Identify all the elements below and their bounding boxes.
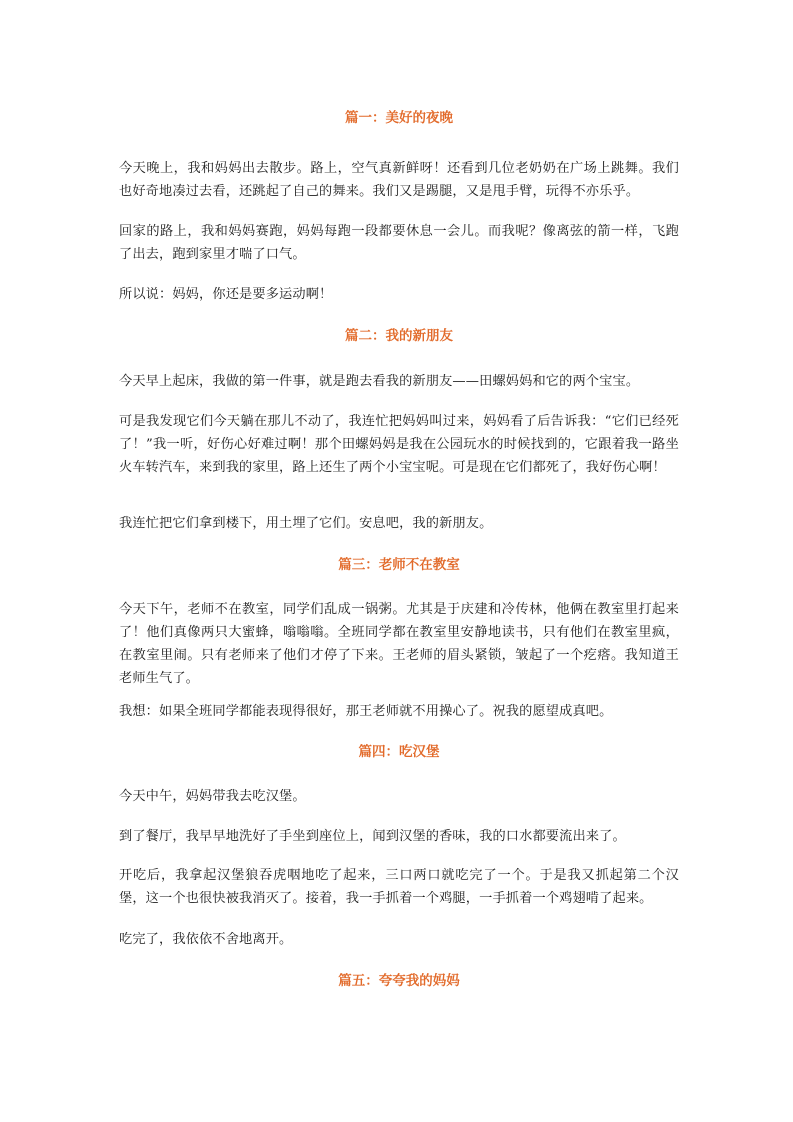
section-heading-3 xyxy=(119,556,679,574)
section-label: 篇二： xyxy=(345,328,386,344)
section-label: 篇四： xyxy=(358,744,399,760)
section-label: 篇一： xyxy=(345,110,386,126)
paragraph: 我连忙把它们拿到楼下，用土埋了它们。安息吧，我的新朋友。 xyxy=(119,516,493,531)
paragraph: 今天晚上，我和妈妈出去散步。路上，空气真新鲜呀！还看到几位老奶奶在广场上跳舞。我们也好奇地凑过去看，还跳起了自己的舞来。我们又是踢腿，又是甩手臂，玩得不亦乐乎。 xyxy=(119,161,679,199)
paragraph: 可是我发现它们今天躺在那儿不动了，我连忙把妈妈叫过来，妈妈看了后告诉我：“它们已经死了！”我一听，好伤心好难过啊！那个田螺妈妈是我在公园玩水的时候找到的，它跟着我一路坐火车转汽车，来到我的家里，路上还生了两个小宝宝呢。可是现在它们都死了，我好伤心啊！ xyxy=(119,414,679,475)
paragraph: 吃完了，我依依不舍地离开。 xyxy=(119,932,293,947)
paragraph: 到了餐厅，我早早地洗好了手坐到座位上，闻到汉堡的香味，我的口水都要流出来了。 xyxy=(119,829,626,844)
section-heading-5 xyxy=(119,972,679,990)
paragraph: 回家的路上，我和妈妈赛跑，妈妈每跑一段都要休息一会儿。而我呢？像离弦的箭一样，飞跑了出去，跑到家里才喘了口气。 xyxy=(119,224,679,262)
paragraph: 开吃后，我拿起汉堡狼吞虎咽地吃了起来，三口两口就吃完了一个。于是我又抓起第二个汉堡，这一个也很快被我消灭了。接着，我一手抓着一个鸡腿，一手抓着一个鸡翅啃了起来。 xyxy=(119,868,679,906)
section-label: 篇五： xyxy=(338,973,379,989)
section-heading-1 xyxy=(119,109,679,127)
section-title: 夸夸我的妈妈 xyxy=(378,973,460,989)
paragraph: 我想：如果全班同学都能表现得很好，那王老师就不用操心了。祝我的愿望成真吧。 xyxy=(119,704,613,719)
paragraph: 今天早上起床，我做的第一件事，就是跑去看我的新朋友——田螺妈妈和它的两个宝宝。 xyxy=(119,374,640,389)
paragraph: 今天下午，老师不在教室，同学们乱成一锅粥。尤其是于庆建和冷传林，他俩在教室里打起来了！他们真像两只大蜜蜂，嗡嗡嗡。全班同学都在教室里安静地读书，只有他们在教室里疯，在教室里闹。只有老师来了他们才停了下来。王老师的眉头紧锁，皱起了一个疙瘩。我知道王老师生气了。 xyxy=(119,602,679,686)
section-label: 篇三： xyxy=(338,557,379,573)
section-title: 吃汉堡 xyxy=(399,744,440,760)
section-title: 老师不在教室 xyxy=(378,557,460,573)
section-title: 我的新朋友 xyxy=(385,328,453,344)
section-title: 美好的夜晚 xyxy=(385,110,453,126)
section-heading-2 xyxy=(119,327,679,345)
section-heading-4 xyxy=(119,743,679,761)
paragraph: 今天中午，妈妈带我去吃汉堡。 xyxy=(119,789,306,804)
paragraph: 所以说：妈妈，你还是要多运动啊！ xyxy=(119,287,333,302)
